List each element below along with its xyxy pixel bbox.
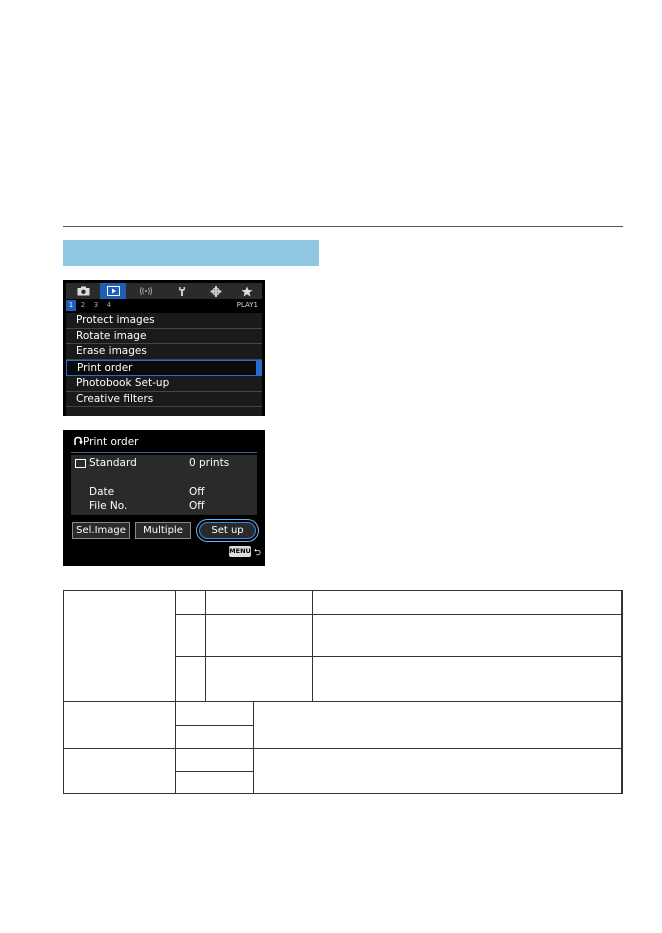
- table-cell-r7c2: [175, 771, 254, 794]
- date-value: Off: [189, 486, 205, 498]
- step-title-bar: [63, 240, 319, 266]
- table-cell-group2-header: [63, 701, 176, 749]
- menu-list: [66, 313, 262, 416]
- header-rule: [63, 226, 623, 227]
- camera-icon: [77, 286, 90, 296]
- table-cell-group3-desc: [253, 748, 623, 794]
- custom-function-icon: [210, 286, 222, 297]
- subtab-row: [66, 300, 262, 311]
- playback-menu-screen: [63, 280, 265, 416]
- print-type-icon: [75, 459, 86, 468]
- table-cell-r2c4: [312, 614, 623, 657]
- table-cell-r3c2: [175, 656, 206, 702]
- table-cell-r3c4: [312, 656, 623, 702]
- date-label: Date: [89, 486, 115, 498]
- return-icon: ⮌: [253, 548, 261, 558]
- table-cell-r2c2: [175, 614, 206, 657]
- print-type-label: Standard: [89, 457, 137, 469]
- table-cell-r5c2: [175, 725, 254, 749]
- date-row: [71, 486, 257, 499]
- subtab-2[interactable]: 2: [80, 301, 86, 309]
- star-icon: [241, 286, 253, 297]
- set-up-button[interactable]: Set up: [199, 522, 256, 539]
- table-cell-r6c2: [175, 748, 254, 772]
- table-cell-r4c2: [175, 701, 254, 726]
- print-type-row: [71, 457, 257, 470]
- tab-playback[interactable]: [100, 283, 126, 299]
- wireless-icon: [139, 286, 153, 296]
- tab-custom-functions[interactable]: [203, 283, 229, 299]
- menu-item-rotate-image[interactable]: Rotate image: [66, 329, 262, 345]
- print-order-title-area: [73, 436, 139, 448]
- menu-item-erase-images[interactable]: Erase images: [66, 344, 262, 360]
- file-no-row: [71, 500, 257, 513]
- print-order-title: Print order: [83, 436, 139, 448]
- tab-my-menu[interactable]: [234, 283, 260, 299]
- table-cell-r2c3: [205, 614, 313, 657]
- tab-shooting[interactable]: [70, 283, 96, 299]
- subtab-3[interactable]: 3: [93, 301, 99, 309]
- table-cell-r3c3: [205, 656, 313, 702]
- file-no-label: File No.: [89, 500, 128, 512]
- menu-item-photobook-setup[interactable]: Photobook Set-up: [66, 376, 262, 392]
- sel-image-button[interactable]: Sel.Image: [72, 522, 130, 539]
- multiple-button[interactable]: Multiple: [135, 522, 191, 539]
- wrench-icon: [177, 286, 187, 297]
- table-cell-group2-desc: [253, 701, 623, 749]
- playback-icon: [107, 286, 120, 296]
- menu-page-label: PLAY1: [236, 301, 258, 309]
- tab-wireless[interactable]: [133, 283, 159, 299]
- print-settings-panel: [71, 455, 257, 515]
- menu-item-print-order[interactable]: Print order: [66, 360, 262, 377]
- subtab-1[interactable]: 1: [66, 300, 76, 311]
- print-order-icon: [73, 436, 83, 446]
- menu-list-filler: [66, 407, 262, 416]
- menu-button-badge[interactable]: MENU: [229, 547, 251, 555]
- table-cell-group1-header: [63, 590, 176, 702]
- title-divider: [71, 452, 257, 453]
- print-order-screen: [63, 430, 265, 566]
- subtab-4[interactable]: 4: [106, 301, 112, 309]
- print-count: 0 prints: [189, 457, 230, 469]
- table-cell-r1c4: [312, 590, 623, 615]
- file-no-value: Off: [189, 500, 205, 512]
- tab-setup[interactable]: [169, 283, 195, 299]
- menu-item-protect-images[interactable]: Protect images: [66, 313, 262, 329]
- menu-item-creative-filters[interactable]: Creative filters: [66, 392, 262, 408]
- table-cell-group3-header: [63, 748, 176, 794]
- menu-tab-row: [66, 283, 262, 299]
- settings-table: [63, 590, 622, 794]
- table-cell-r1c3: [205, 590, 313, 615]
- table-cell-r1c2: [175, 590, 206, 615]
